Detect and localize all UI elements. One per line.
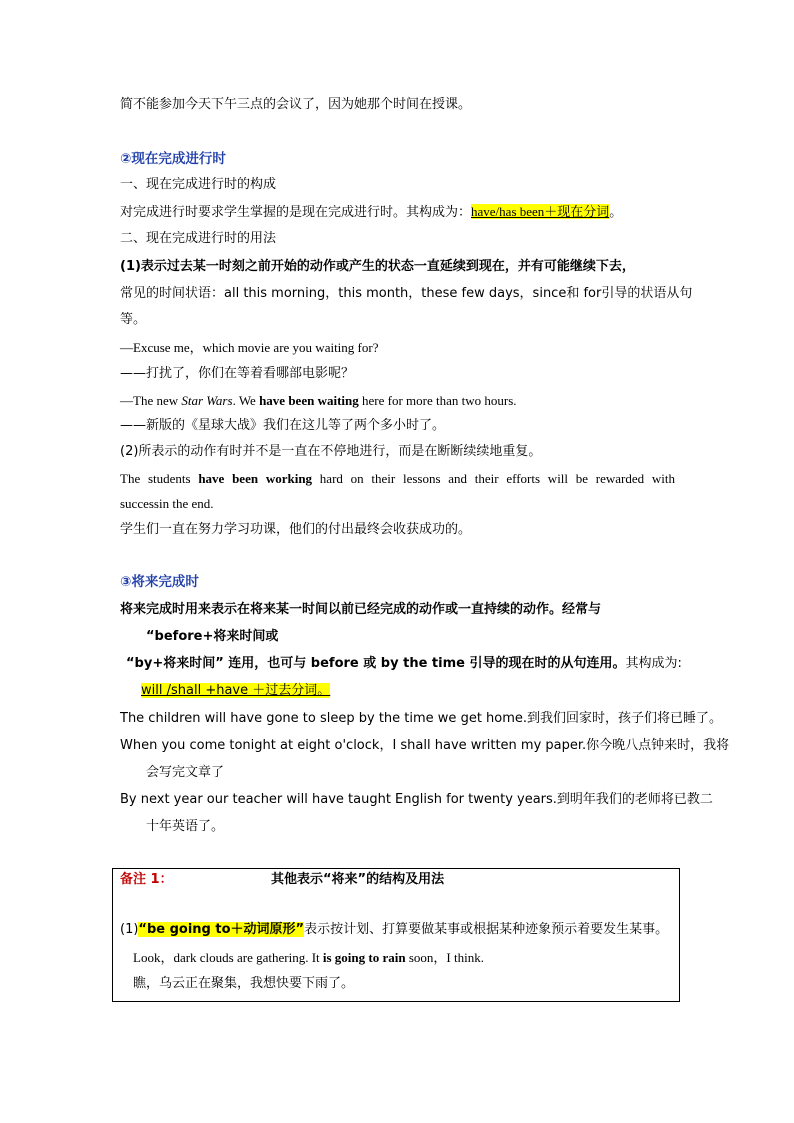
note-item-1-highlight: “be going to＋动词原形” [138,922,305,937]
example-1-part-c: hard on their lessons and their efforts will be rewarded with [312,471,676,486]
usage-1-line-c: 等。 [120,312,147,327]
dialog-3-part-c: . We [232,393,260,408]
def-3-tail: 其构成为: [625,656,682,671]
dialog-line-1: —Excuse me，which movie are you waiting for? [120,340,379,355]
structure-end: 。 [609,205,623,220]
fp-example-3a: By next year our teacher will have taught English for twenty years.到明年我们的老师将已教二 [120,792,713,807]
note-item-1-text: 表示按计划、打算要做某事或根据某种迹象预示着要发生某事。 [304,922,669,937]
dialog-3-title: Star Wars [181,393,233,408]
note-item-1 [120,921,668,939]
subheading-usage: 二、现在完成进行时的用法 [120,231,277,246]
intro-line: 简不能参加今天下午三点的会议了，因为她那个时间在授课。 [120,97,472,112]
fp-example-2b: 会写完文章了 [146,765,225,780]
structure-line [120,203,622,222]
dialog-line-2: ——打扰了，你们在等着看哪部电影呢？ [120,366,355,381]
future-perfect-def-3 [126,655,682,673]
structure-text: 对完成进行时要求学生掌握的是现在完成进行时。其构成为： [120,205,472,220]
future-perfect-formula [141,682,330,700]
example-line-2: successin the end. [120,496,214,511]
note-title: 其他表示“将来”的结构及用法 [271,872,445,887]
dialog-3-bold: have been waiting [259,393,359,408]
fp-example-1: The children will have gone to sleep by the time we get home.到我们回家时，孩子们将已睡了。 [120,711,723,726]
future-perfect-def-1: 将来完成时用来表示在将来某一时间以前已经完成的动作或一直持续的动作。经常与 [120,602,602,617]
def-3-bold: “by+将来时间” 连用，也可与 before 或 by the time 引导的现在时的从句连用。 [126,656,626,671]
example-line-1 [120,470,675,488]
section-heading-present-perfect-continuous: ②现在完成进行时 [120,151,226,167]
note-item-2-part-c: soon，I think. [405,950,484,965]
note-item-3: 瞧，乌云正在聚集，我想快要下雨了。 [133,976,355,991]
note-item-2 [133,949,484,967]
fp-example-3b: 十年英语了。 [146,819,225,834]
dialog-line-4: ——新版的《星球大战》我们在这儿等了两个多小时了。 [120,418,446,433]
note-item-1-num: (1) [120,922,139,937]
note-label: 备注 1： [120,872,173,887]
note-item-2-part-a: Look，dark clouds are gathering. It [133,950,323,965]
subheading-structure: 一、现在完成进行时的构成 [120,177,277,192]
example-1-bold: have been working [198,471,313,486]
example-translation: 学生们一直在努力学习功课，他们的付出最终会收获成功的。 [120,522,472,537]
future-perfect-def-2: “before+将来时间或 [146,629,279,644]
usage-1-line-a: (1)表示过去某一时刻之前开始的动作或产生的状态一直延续到现在，并有可能继续下去， [120,259,635,274]
structure-formula: have/has been＋现在分词 [471,204,610,219]
dialog-line-3 [120,392,517,410]
example-1-part-a: The students [120,471,199,486]
fp-example-2a: When you come tonight at eight o'clock，I shall have written my paper.你今晚八点钟来时，我将 [120,738,730,753]
dialog-3-part-e: here for more than two hours. [358,393,517,408]
usage-2-line: (2)所表示的动作有时并不是一直在不停地进行，而是在断断续续地重复。 [120,444,542,459]
note-item-2-bold: is going to rain [322,950,406,965]
section-heading-future-perfect: ③将来完成时 [120,574,199,590]
dialog-3-part-a: —The new [120,393,182,408]
usage-1-line-b: 常见的时间状语：all this morning，this month，these few days，since和 for引导的状语从句 [120,286,693,301]
formula-highlight: will /shall +have ＋过去分词。 [141,683,331,698]
